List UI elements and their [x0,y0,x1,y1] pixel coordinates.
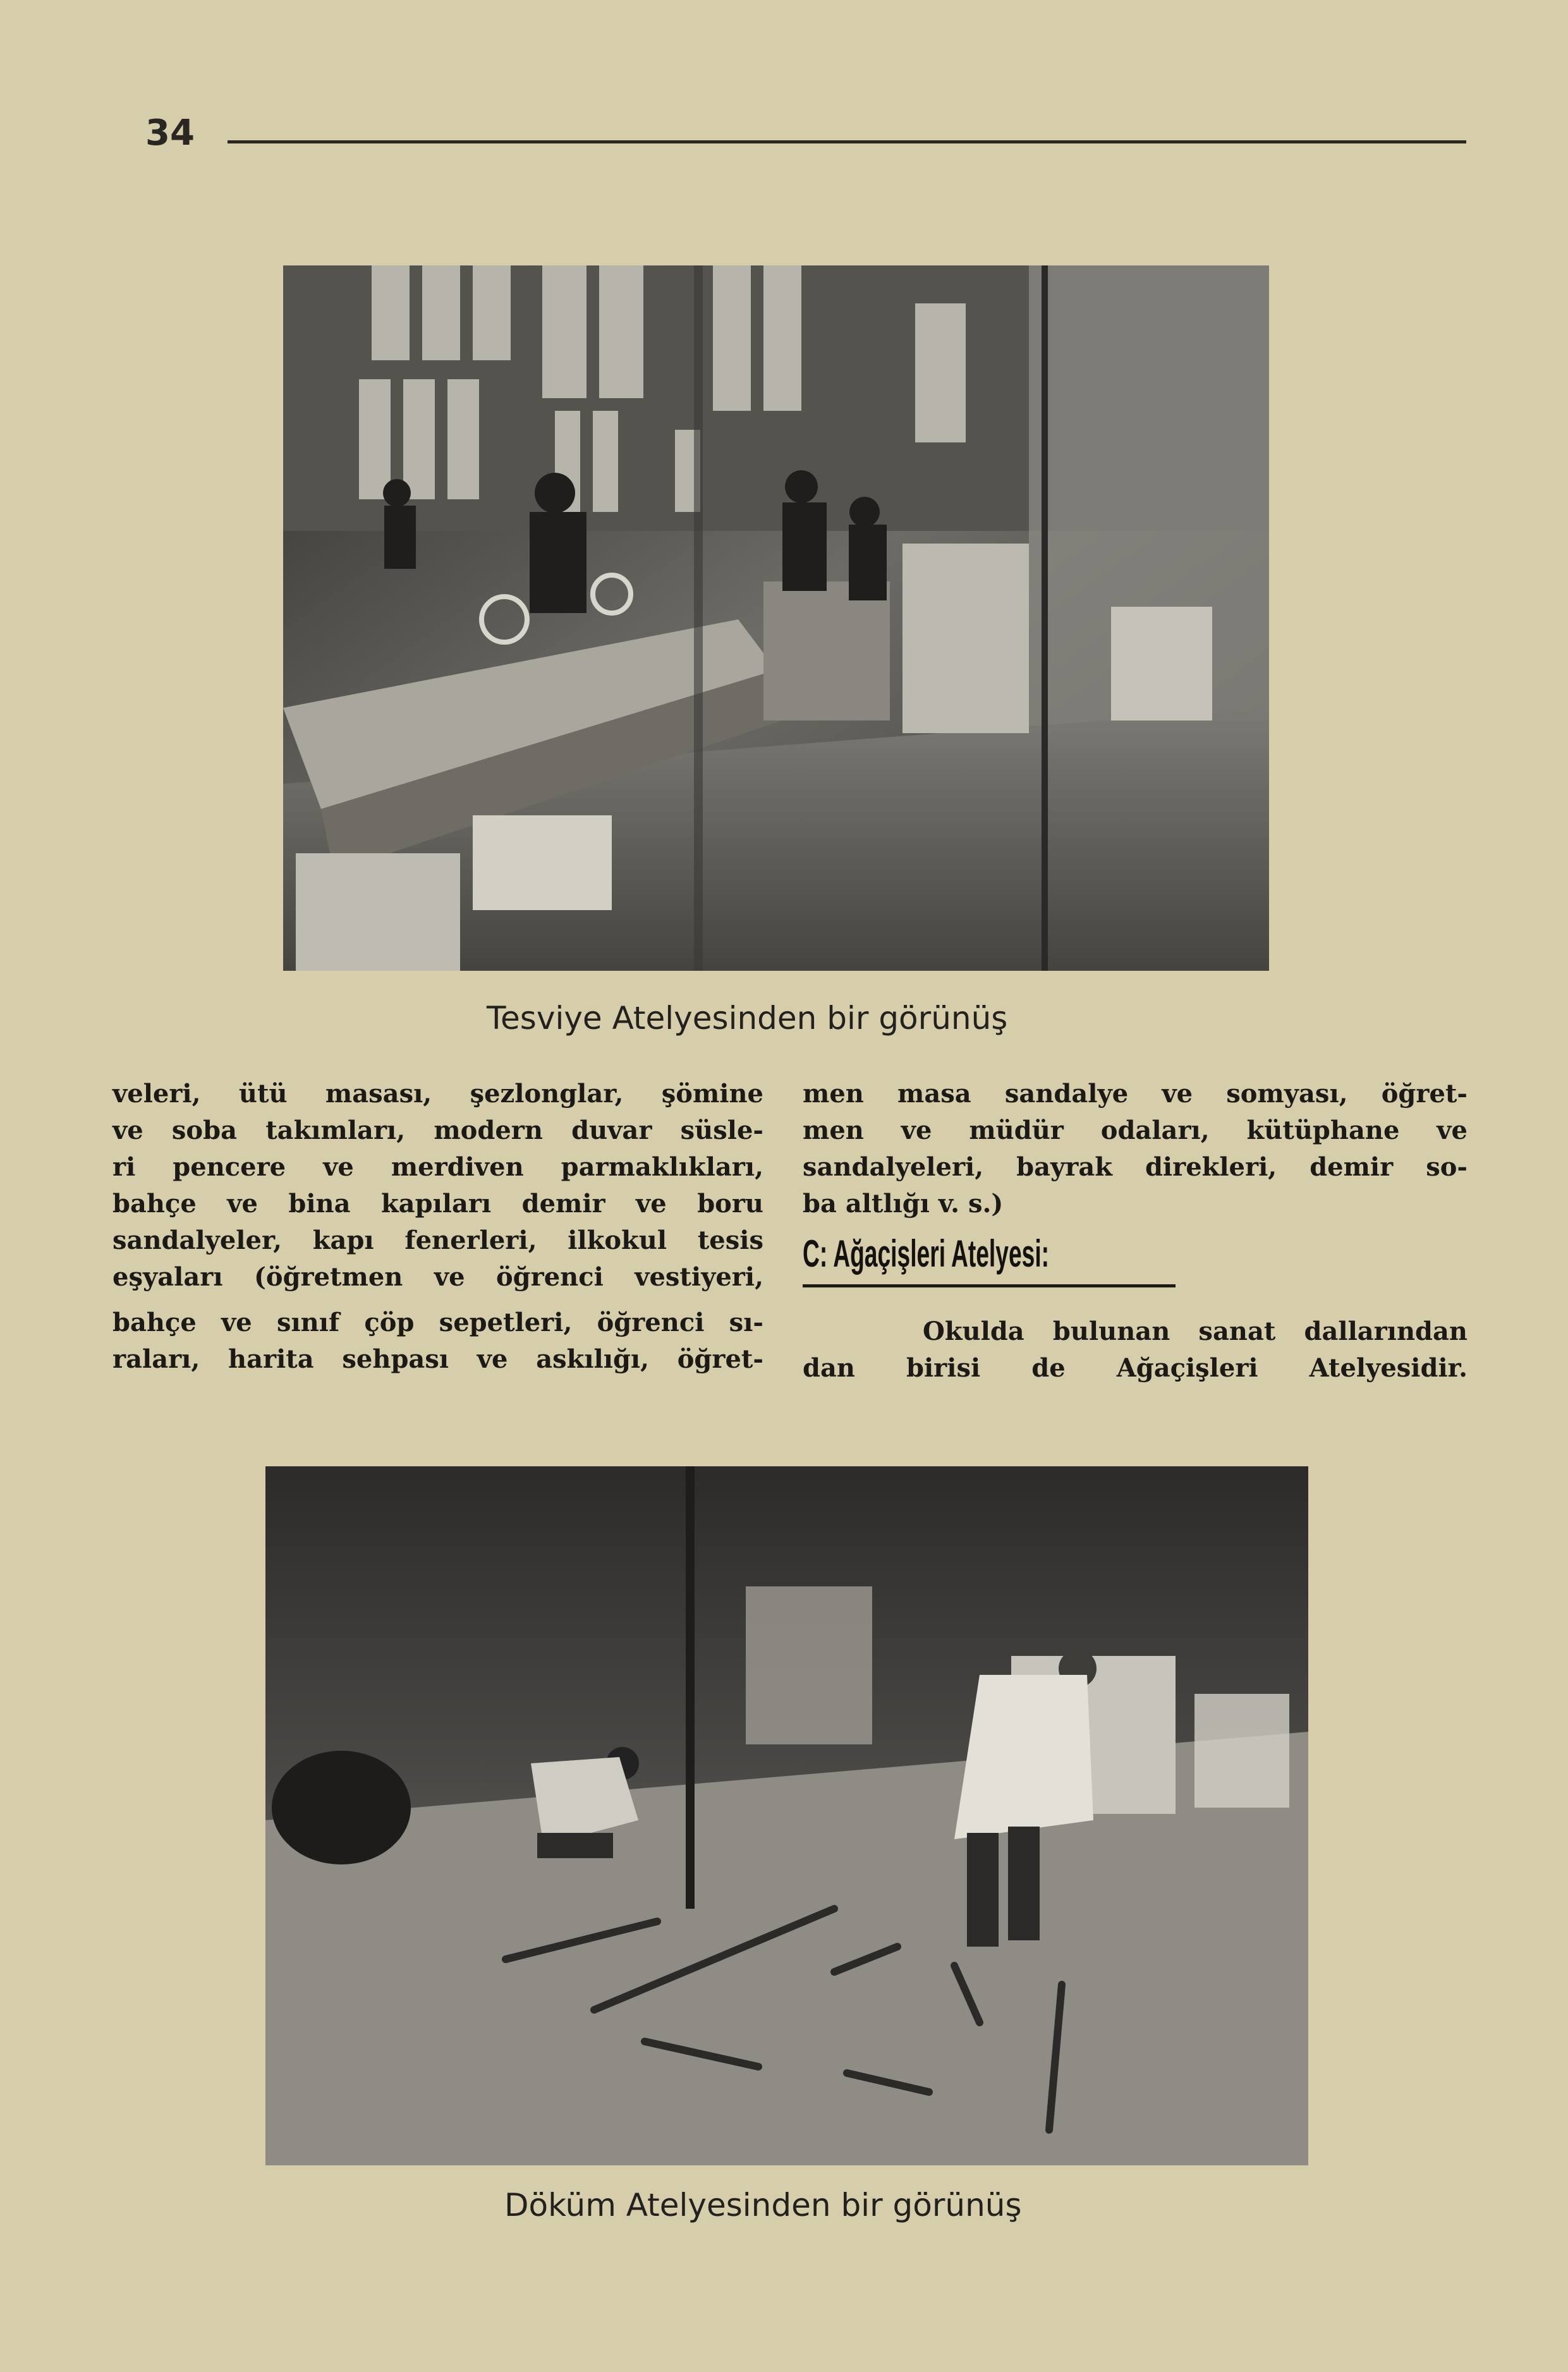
workshop-lathes-photo [283,265,1269,971]
figure-caption-bottom: Döküm Atelyesinden bir görünüş [504,2187,1022,2223]
section-heading-underline [803,1284,1176,1287]
text-line: eşyaları (öğretmen ve öğrenci vestiyeri, [112,1262,763,1292]
text-line: bahçe ve sınıf çöp sepetleri, öğrenci sı- [112,1308,763,1337]
text-line: men masa sandalye ve somyası, öğret- [803,1079,1468,1109]
section-heading-block [803,1231,1468,1294]
text-line: Okulda bulunan sanat dallarından [923,1317,1468,1346]
text-line: sandalyeleri, bayrak direkleri, demir so- [803,1152,1468,1182]
foundry-workers-photo [265,1466,1308,2165]
text-line: dan birisi de Ağaçişleri Atelyesidir. [803,1353,1468,1383]
text-line: veleri, ütü masası, şezlonglar, şömine [112,1079,763,1109]
text-line: sandalyeler, kapı fenerleri, ilkokul tesis [112,1226,763,1255]
right-text-column [803,1076,1468,1387]
figure-caption-top: Tesviye Atelyesinden bir görünüş [487,1000,1008,1037]
text-line: ba altlığı v. s.) [803,1189,1004,1219]
text-line: men ve müdür odaları, kütüphane ve [803,1116,1468,1145]
section-heading: C: Ağaçişleri Atelyesi: [803,1232,1050,1275]
text-line: raları, harita sehpası ve askılığı, öğret- [112,1344,763,1374]
header-rule [228,140,1466,143]
text-line: bahçe ve bina kapıları demir ve boru [112,1189,763,1219]
left-text-column [112,1076,763,1378]
text-line: ri pencere ve merdiven parmaklıkları, [112,1152,763,1182]
page-number: 34 [145,113,195,154]
text-line: ve soba takımları, modern duvar süsle- [112,1116,763,1145]
